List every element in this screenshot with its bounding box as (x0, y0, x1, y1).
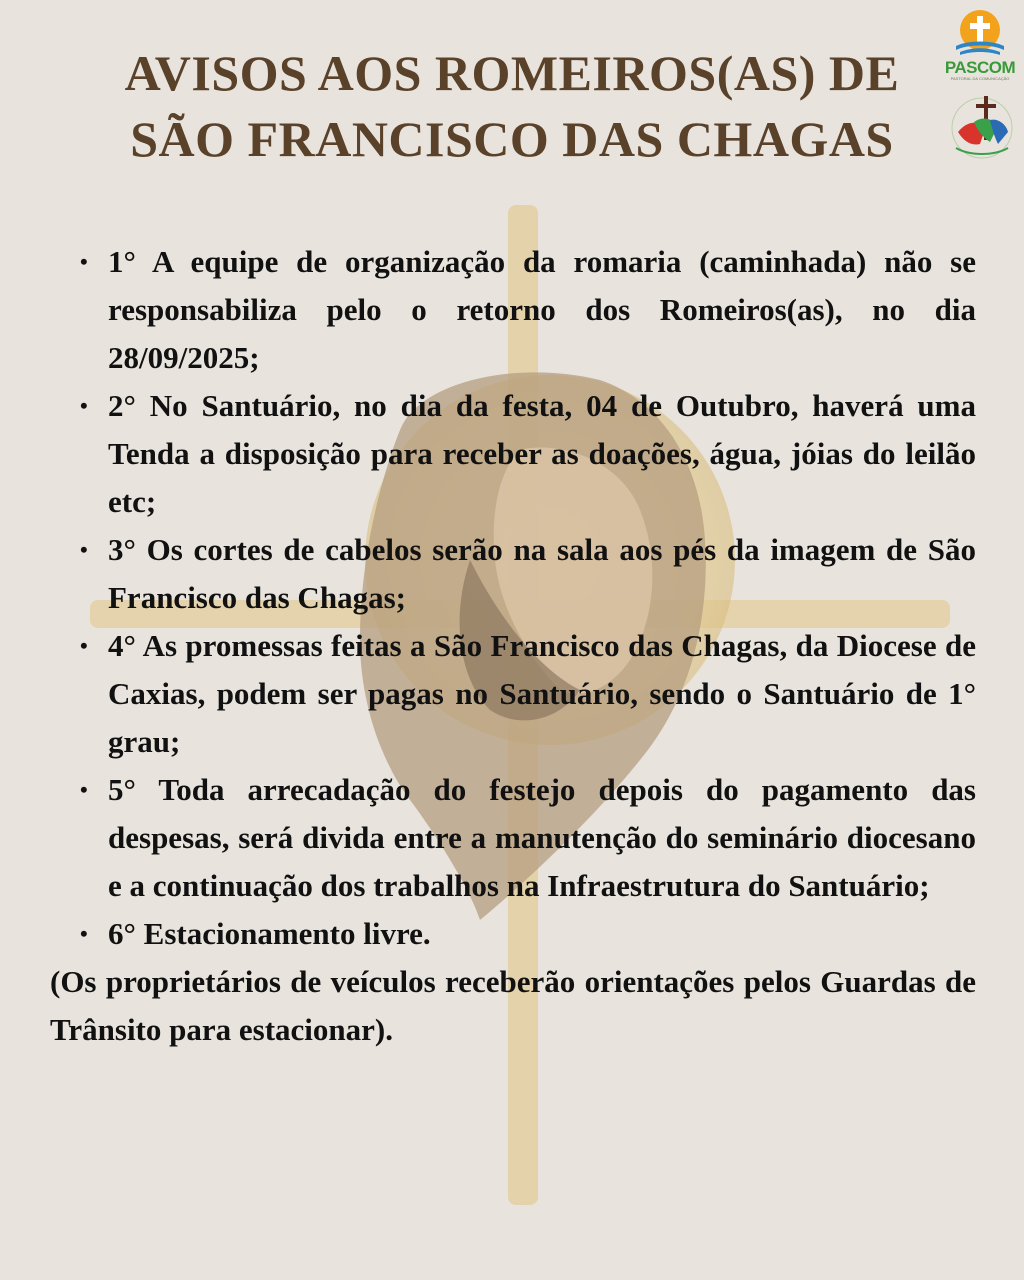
sun-cross-icon (940, 6, 1020, 62)
bullet-icon: • (80, 777, 88, 802)
bullet-icon: • (80, 633, 88, 658)
bullet-icon: • (80, 393, 88, 418)
notice-item-2 (50, 382, 976, 526)
notice-item-1 (50, 238, 976, 382)
notice-text: 3° Os cortes de cabelos serão na sala aos pés da imagem de São Francisco das Chagas; (108, 532, 976, 615)
notice-item-6 (50, 910, 976, 958)
notice-item-3 (50, 526, 976, 622)
bullet-icon: • (80, 537, 88, 562)
notice-text: 6° Estacionamento livre. (108, 916, 431, 951)
notice-text: 4° As promessas feitas a São Francisco das Chagas, da Diocese de Caxias, podem ser pagas no Santuário, sendo o Santuário de 1° grau; (108, 628, 976, 759)
bullet-icon: • (80, 249, 88, 274)
title-line-2: SÃO FRANCISCO DAS CHAGAS (130, 111, 894, 167)
notice-text: 5° Toda arrecadação do festejo depois do pagamento das despesas, será divida entre a manutenção do seminário diocesano e a continuação dos trabalhos na Infraestrutura do Santuário; (108, 772, 976, 903)
bullet-icon: • (80, 921, 88, 946)
notice-text: 1° A equipe de organização da romaria (caminhada) não se responsabiliza pelo o retorno dos Romeiros(as), no dia 28/09/2025; (108, 244, 976, 375)
jubileu-logo-icon (944, 92, 1020, 166)
notices-list (50, 238, 976, 958)
pascom-logo (940, 6, 1020, 84)
notices-section (50, 238, 976, 1054)
pascom-subtitle: PASTORAL DA COMUNICAÇÃO (950, 76, 1010, 81)
notice-item-4 (50, 622, 976, 766)
pascom-name: PASCOM (944, 58, 1016, 77)
notice-item-5 (50, 766, 976, 910)
title-line-1: AVISOS AOS ROMEIROS(AS) DE (124, 45, 900, 101)
page-title (0, 40, 1024, 172)
notice-text: 2° No Santuário, no dia da festa, 04 de Outubro, haverá uma Tenda a disposição para receber as doações, água, jóias do leilão etc; (108, 388, 976, 519)
closing-note: (Os proprietários de veículos receberão orientações pelos Guardas de Trânsito para estacionar). (50, 964, 976, 1047)
